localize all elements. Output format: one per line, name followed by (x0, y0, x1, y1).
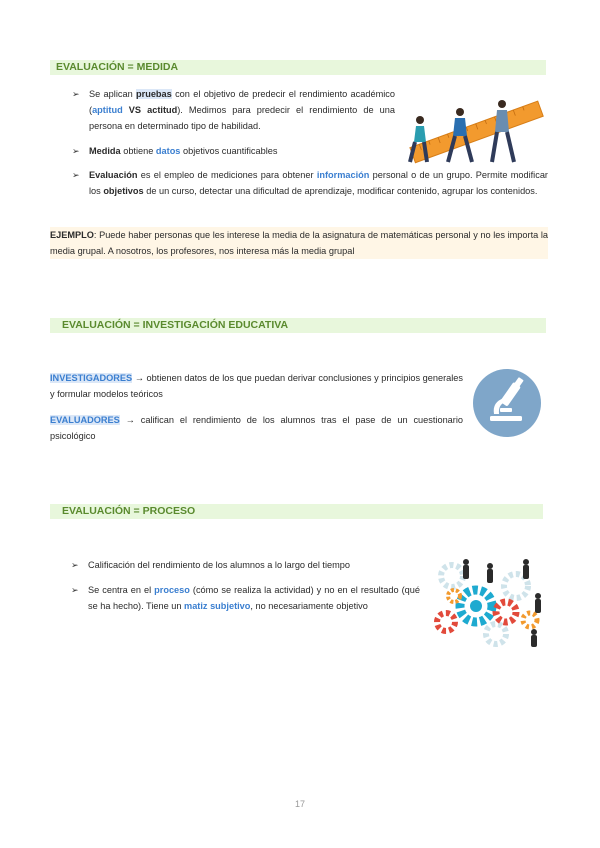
example-label: EJEMPLO (50, 230, 94, 240)
paragraph-evaluadores: EVALUADORES → califican el rendimiento de los alumnos tras el pase de un cuestionario psicológico (50, 415, 463, 441)
keyword-medida: Medida (89, 146, 121, 156)
paragraph-investigadores: INVESTIGADORES → obtienen datos de los que puedan derivar conclusiones y principios generales y formular modelos teóricos (50, 373, 463, 399)
example-text: : Puede haber personas que les interese la media de la asignatura de matemáticas personal y no les importa la media grupal. A nosotros, los profesores, nos interesa más la media grupal (50, 230, 548, 256)
section-header-medida: EVALUACIÓN = MEDIDA (50, 60, 546, 75)
keyword-aptitud: aptitud (92, 105, 123, 115)
keyword-matiz-subjetivo: matiz subjetivo (184, 601, 251, 611)
arrow-bullet-icon: ➢ (71, 560, 79, 570)
bullet-pruebas: ➢ Se aplican pruebas con el objetivo de predecir el rendimiento académico (aptitud VS actitud). Medimos para predecir el rendimiento de una persona en determinado tipo de habilidad. (89, 86, 395, 134)
section-header-proceso: EVALUACIÓN = PROCESO (50, 504, 543, 519)
bullet-medida: ➢ Medida obtiene datos objetivos cuantificables (89, 143, 395, 159)
section-header-investigacion: EVALUACIÓN = INVESTIGACIÓN EDUCATIVA (50, 318, 546, 333)
arrow-bullet-icon: ➢ (71, 585, 79, 595)
bullet-proceso: ➢ Se centra en el proceso (cómo se realiza la actividad) y no en el resultado (qué se ha hecho). Tiene un matiz subjetivo, no necesariamente objetivo (88, 582, 420, 614)
keyword-proceso: proceso (154, 585, 190, 595)
keyword-evaluadores: EVALUADORES (50, 415, 120, 425)
keyword-objetivos: objetivos (103, 186, 144, 196)
microscope-icon (472, 368, 542, 438)
bullet-evaluacion: ➢ Evaluación es el empleo de mediciones para obtener información personal o de un grupo. Permite modificar los objetivos de un curso, detectar una dificultad de aprendizaje, modificar contenido, agrupar los contenidos. (89, 167, 548, 199)
people-carrying-ruler-icon (402, 98, 548, 170)
bullet-calificacion: ➢ Calificación del rendimiento de los alumnos a lo largo del tiempo (88, 557, 418, 573)
keyword-investigadores: INVESTIGADORES (50, 373, 133, 383)
keyword-actitud: VS actitud (122, 105, 178, 115)
example-box (50, 227, 548, 259)
keyword-pruebas: pruebas (136, 89, 172, 99)
keyword-evaluacion: Evaluación (89, 170, 138, 180)
keyword-datos: datos (155, 146, 181, 156)
arrow-bullet-icon: ➢ (72, 146, 80, 156)
people-with-gears-icon (430, 556, 548, 648)
arrow-bullet-icon: ➢ (72, 170, 80, 180)
arrow-bullet-icon: ➢ (72, 89, 80, 99)
keyword-informacion: información (316, 170, 370, 180)
page-number: 17 (294, 799, 305, 809)
